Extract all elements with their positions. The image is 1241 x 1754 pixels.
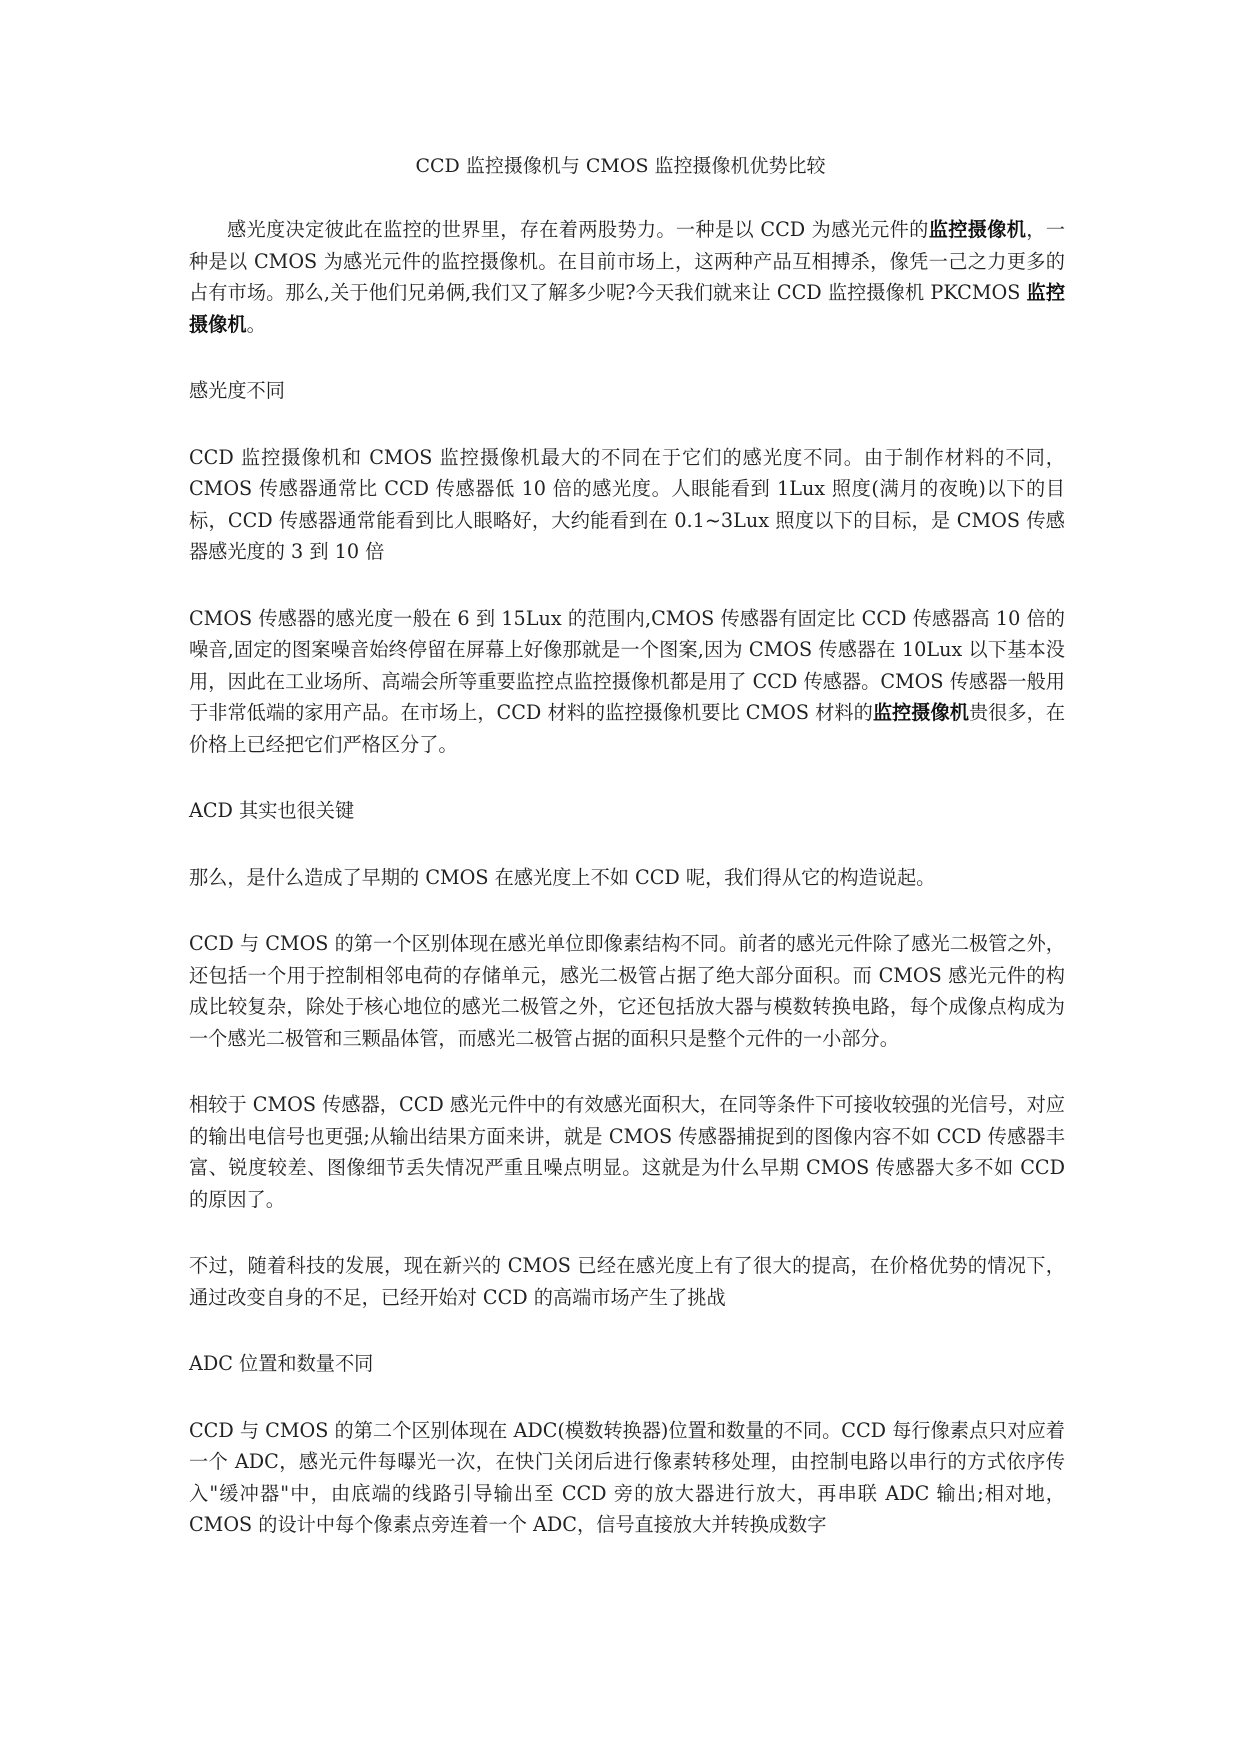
paragraph-sensitivity-2	[189, 603, 1065, 761]
keyword-link[interactable]: 监控摄像机	[928, 218, 1027, 241]
paragraph-comparison: 相较于 CMOS 传感器，CCD 感光元件中的有效感光面积大，在同等条件下可接收较强的光信号，对应的输出电信号也更强;从输出结果方面来讲，就是 CMOS 传感器捕捉到的图像内容不如 CCD 传感器丰富、锐度较差、图像细节丢失情况严重且噪点明显。这就是为什么早期 CMOS 传感器大多不如 CCD 的原因了。	[189, 1093, 1065, 1211]
document-body	[189, 214, 1065, 1541]
section-heading-sensitivity: 感光度不同	[189, 379, 285, 402]
paragraph-pixel-structure: CCD 与 CMOS 的第一个区别体现在感光单位即像素结构不同。前者的感光元件除了感光二极管之外，还包括一个用于控制相邻电荷的存储单元，感光二极管占据了绝大部分面积。而 CMOS 感光元件的构成比较复杂，除处于核心地位的感光二极管之外，它还包括放大器与模数转换电路，每个成像点构成为一个感光二极管和三颗晶体管，而感光二极管占据的面积只是整个元件的一小部分。	[189, 932, 1065, 1050]
section-heading-acd: ACD 其实也很关键	[189, 799, 355, 822]
paragraph-text: 贵很多，在价格上已经把它们严格区分了。	[189, 701, 1066, 756]
keyword-link[interactable]: 监控摄像机	[189, 281, 1066, 336]
section-heading-adc: ADC 位置和数量不同	[189, 1352, 374, 1375]
paragraph-structure-intro: 那么，是什么造成了早期的 CMOS 在感光度上不如 CCD 呢，我们得从它的构造说起。	[189, 865, 936, 889]
paragraph-sensitivity-1: CCD 监控摄像机和 CMOS 监控摄像机最大的不同在于它们的感光度不同。由于制作材料的不同，CMOS 传感器通常比 CCD 传感器低 10 倍的感光度。人眼能看到 1Lux 照度(满月的夜晚)以下的目标，CCD 传感器通常能看到比人眼略好，大约能看到在 0.1~3Lux 照度以下的目标，是 CMOS 传感器感光度的 3 到 10 倍	[189, 445, 1065, 563]
document-title: CCD 监控摄像机与 CMOS 监控摄像机优势比较	[415, 155, 826, 177]
intro-text-1: 感光度决定彼此在监控的世界里，存在着两股势力。一种是以 CCD 为感光元件的	[227, 218, 929, 241]
intro-text-2: ，一种是以 CMOS 为感光元件的监控摄像机。在目前市场上，这两种产品互相搏杀，像凭一己之力更多的占有市场。那么,关于他们兄弟俩,我们又了解多少呢?今天我们就来让 CCD 监控摄像机 PKCMOS	[189, 218, 1066, 304]
keyword-link[interactable]: 监控摄像机	[872, 701, 969, 724]
paragraph-text: CMOS 传感器的感光度一般在 6 到 15Lux 的范围内,CMOS 传感器有固定比 CCD 传感器高 10 倍的噪音,固定的图案噪音始终停留在屏幕上好像那就是一个图案,因为 CMOS 传感器在 10Lux 以下基本没用，因此在工业场所、高端会所等重要监控点监控摄像机都是用了 CCD 传感器。CMOS 传感器一般用于非常低端的家用产品。在市场上，CCD 材料的监控摄像机要比 CMOS 材料的	[189, 606, 1065, 724]
intro-text-3: 。	[246, 312, 266, 336]
paragraph-adc: CCD 与 CMOS 的第二个区别体现在 ADC(模数转换器)位置和数量的不同。CCD 每行像素点只对应着一个 ADC，感光元件每曝光一次，在快门关闭后进行像素转移处理，由控制电路以串行的方式依序传入"缓冲器"中，由底端的线路引导输出至 CCD 旁的放大器进行放大，再串联 ADC 输出;相对地，CMOS 的设计中每个像素点旁连着一个 ADC，信号直接放大并转换成数字	[189, 1418, 1065, 1536]
paragraph-development: 不过，随着科技的发展，现在新兴的 CMOS 已经在感光度上有了很大的提高，在价格优势的情况下，通过改变自身的不足，已经开始对 CCD 的高端市场产生了挑战	[189, 1254, 1065, 1309]
intro-paragraph	[189, 214, 1065, 340]
